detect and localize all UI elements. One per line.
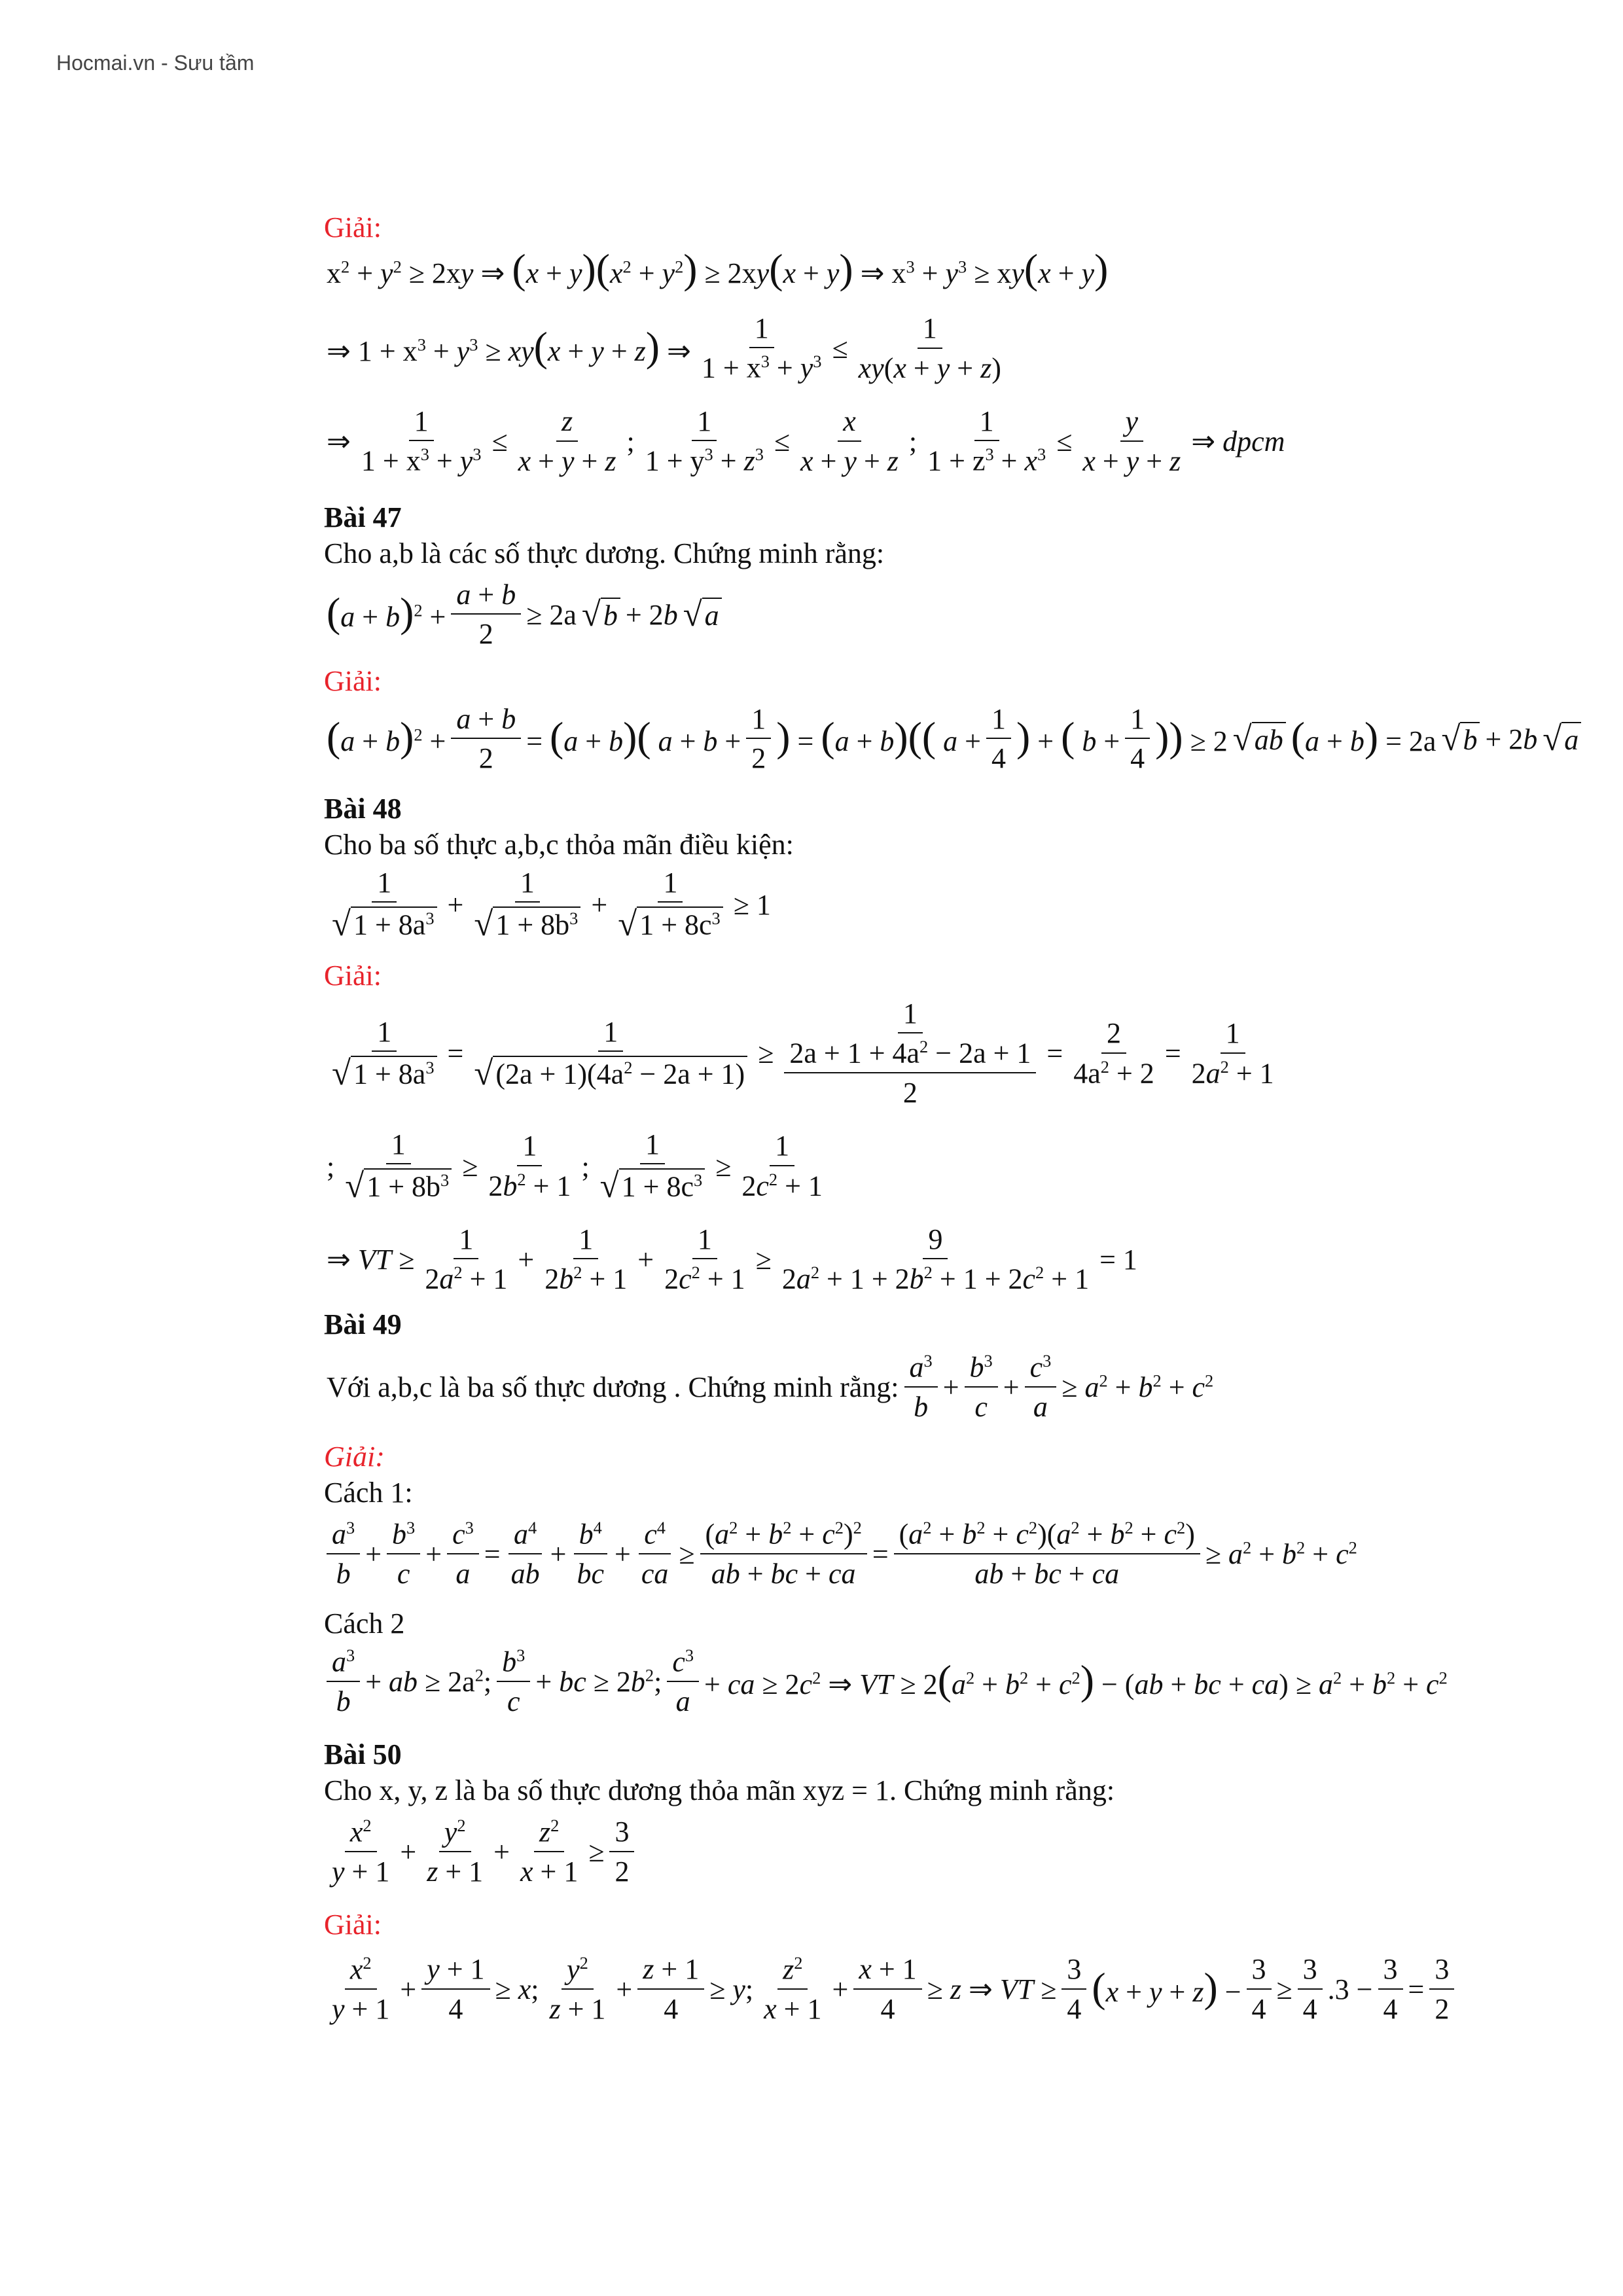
equation-line: 1 √ $1 + 8a^3$ = 1 √ $(2a + 1)(4a^2 - 2a + 1)$ ≥ $\frac{1}{\frac{2a + 1 + 4a^2 - 2a + 1}{2}}$ = $\frac{2}{4a^2 + 2}$ = $\frac{1}{2a^2 + 1}$ xyxy=(332,997,1274,1109)
equation-line: $(a + b)^2$ + $\frac{a + b}{2}$ = (a + b)( a + b + $\frac{1}{2}$ ) = (a + b)(( a + $\frac{1}{4}$ ) + ( b + $\frac{1}{4}$ )) ≥ 2 √ ab (a + b) = 2a √ b + 2b √ a xyxy=(324,704,1584,775)
solution-label: Giải: xyxy=(324,1441,385,1473)
equation-line: Với a,b,c là ba số thực dương . Chứng minh rằng: $\frac{a^3}{b}$ + $\frac{b^3}{c}$ + $\frac{c^3}{a}$ ≥ $a^2 + b^2 + c^2$ xyxy=(327,1351,1214,1424)
equation-line: 1 √ $1 + 8a^3$ + 1 √ $1 + 8b^3$ + 1 √ $1 + 8c^3$ ≥ 1 xyxy=(332,867,771,943)
problem-title: Bài 50 xyxy=(324,1738,402,1770)
equation-line: $\frac{a^3}{b}$ + $\frac{b^3}{c}$ + $\frac{c^3}{a}$ = $\frac{a^4}{ab}$ + $\frac{b^4}{bc}$ + $\frac{c^4}{ca}$ ≥ $\frac{(a^2 + b^2 + c^2)^2}{ab + bc + ca}$ = $\frac{(a^2 + b^2 + c^2)(a^2 + b^2 + c^2)}{ab + bc + ca}$ ≥ $a^2 + b^2 + c^2$ xyxy=(324,1518,1360,1590)
solution-label: Giải: xyxy=(324,1909,382,1941)
equation-line: ⇒ VT ≥ $\frac{1}{2a^2 + 1}$ + $\frac{1}{2b^2 + 1}$ + $\frac{1}{2c^2 + 1}$ ≥ $\frac{9}{2a^2 + 1 + 2b^2 + 1 + 2c^2 + 1}$ = 1 xyxy=(327,1223,1137,1296)
equation-line: $\frac{x^2}{y + 1}$ + $\frac{y + 1}{4}$ ≥ x; $\frac{y^2}{z + 1}$ + $\frac{z + 1}{4}$ ≥ y; $\frac{z^2}{x + 1}$ + $\frac{x + 1}{4}$ ≥ z ⇒ VT ≥ $\frac{3}{4}$ (x + y + z) − $\frac{3}{4}$ ≥ $\frac{3}{4}$ .3 − $\frac{3}{4}$ = $\frac{3}{2}$ xyxy=(324,1954,1457,2025)
method-label: Cách 2 xyxy=(324,1607,405,1640)
solution-label: Giải: xyxy=(324,211,382,243)
problem-statement: Cho x, y, z là ba số thực dương thỏa mãn xyz = 1. Chứng minh rằng: xyxy=(324,1774,1115,1806)
problem-statement: Cho a,b là các số thực dương. Chứng minh rằng: xyxy=(324,537,885,569)
page-header-source: Hocmai.vn - Sưu tầm xyxy=(56,51,255,75)
problem-title: Bài 47 xyxy=(324,501,402,533)
problem-title: Bài 48 xyxy=(324,793,402,825)
equation-line: ⇒ $\frac{1}{1 + x^3 + y^3}$ ≤ $\frac{z}{x + y + z}$ ; $\frac{1}{1 + y^3 + z^3}$ ≤ $\frac{x}{x + y + z}$ ; $\frac{1}{1 + z^3 + x^3}$ ≤ $\frac{y}{x + y + z}$ ⇒ dpcm xyxy=(327,405,1285,478)
solution-label: Giải: xyxy=(324,665,382,697)
solution-label: Giải: xyxy=(324,960,382,992)
equation-line: $x^2 + y^2 \ge 2xy$ ⇒ $(x + y)(x^2 + y^2) \ge 2xy(x + y)$ ⇒ $x^3 + y^3 \ge xy(x + y)$ xyxy=(327,245,1109,292)
equation-line: $\frac{a^3}{b}$ + ab ≥ $2a^2$; $\frac{b^3}{c}$ + bc ≥ $2b^2$; $\frac{c^3}{a}$ + ca ≥ $2c^2$ ⇒ VT ≥ $2(a^2 + b^2 + c^2) - (ab$ + bc + $ca) \ge a^2 + b^2 + c^2$ xyxy=(324,1646,1450,1717)
equation-line: ⇒ $1 + x^3 + y^3 \ge xy(x + y + z)$ ⇒ $\frac{1}{1 + x^3 + y^3}$ ≤ $\frac{1}{xy(x + y + z)}$ xyxy=(327,312,1001,385)
equation-line: $(a + b)^2$ + $\frac{a + b}{2}$ ≥ 2a √ b + 2b √ a xyxy=(324,579,724,651)
equation-line: ; 1 √ $1 + 8b^3$ ≥ $\frac{1}{2b^2 + 1}$ ; 1 √ $1 + 8c^3$ ≥ $\frac{1}{2c^2 + 1}$ xyxy=(327,1128,823,1205)
equation-line: $\frac{x^2}{y + 1}$ + $\frac{y^2}{z + 1}$ + $\frac{z^2}{x + 1}$ ≥ $\frac{3}{2}$ xyxy=(324,1816,637,1888)
problem-title: Bài 49 xyxy=(324,1308,402,1340)
problem-statement: Cho ba số thực a,b,c thỏa mãn điều kiện: xyxy=(324,829,794,861)
method-label: Cách 1: xyxy=(324,1477,413,1509)
problem-statement: Với a,b,c là ba số thực dương . Chứng minh rằng: xyxy=(327,1371,899,1404)
